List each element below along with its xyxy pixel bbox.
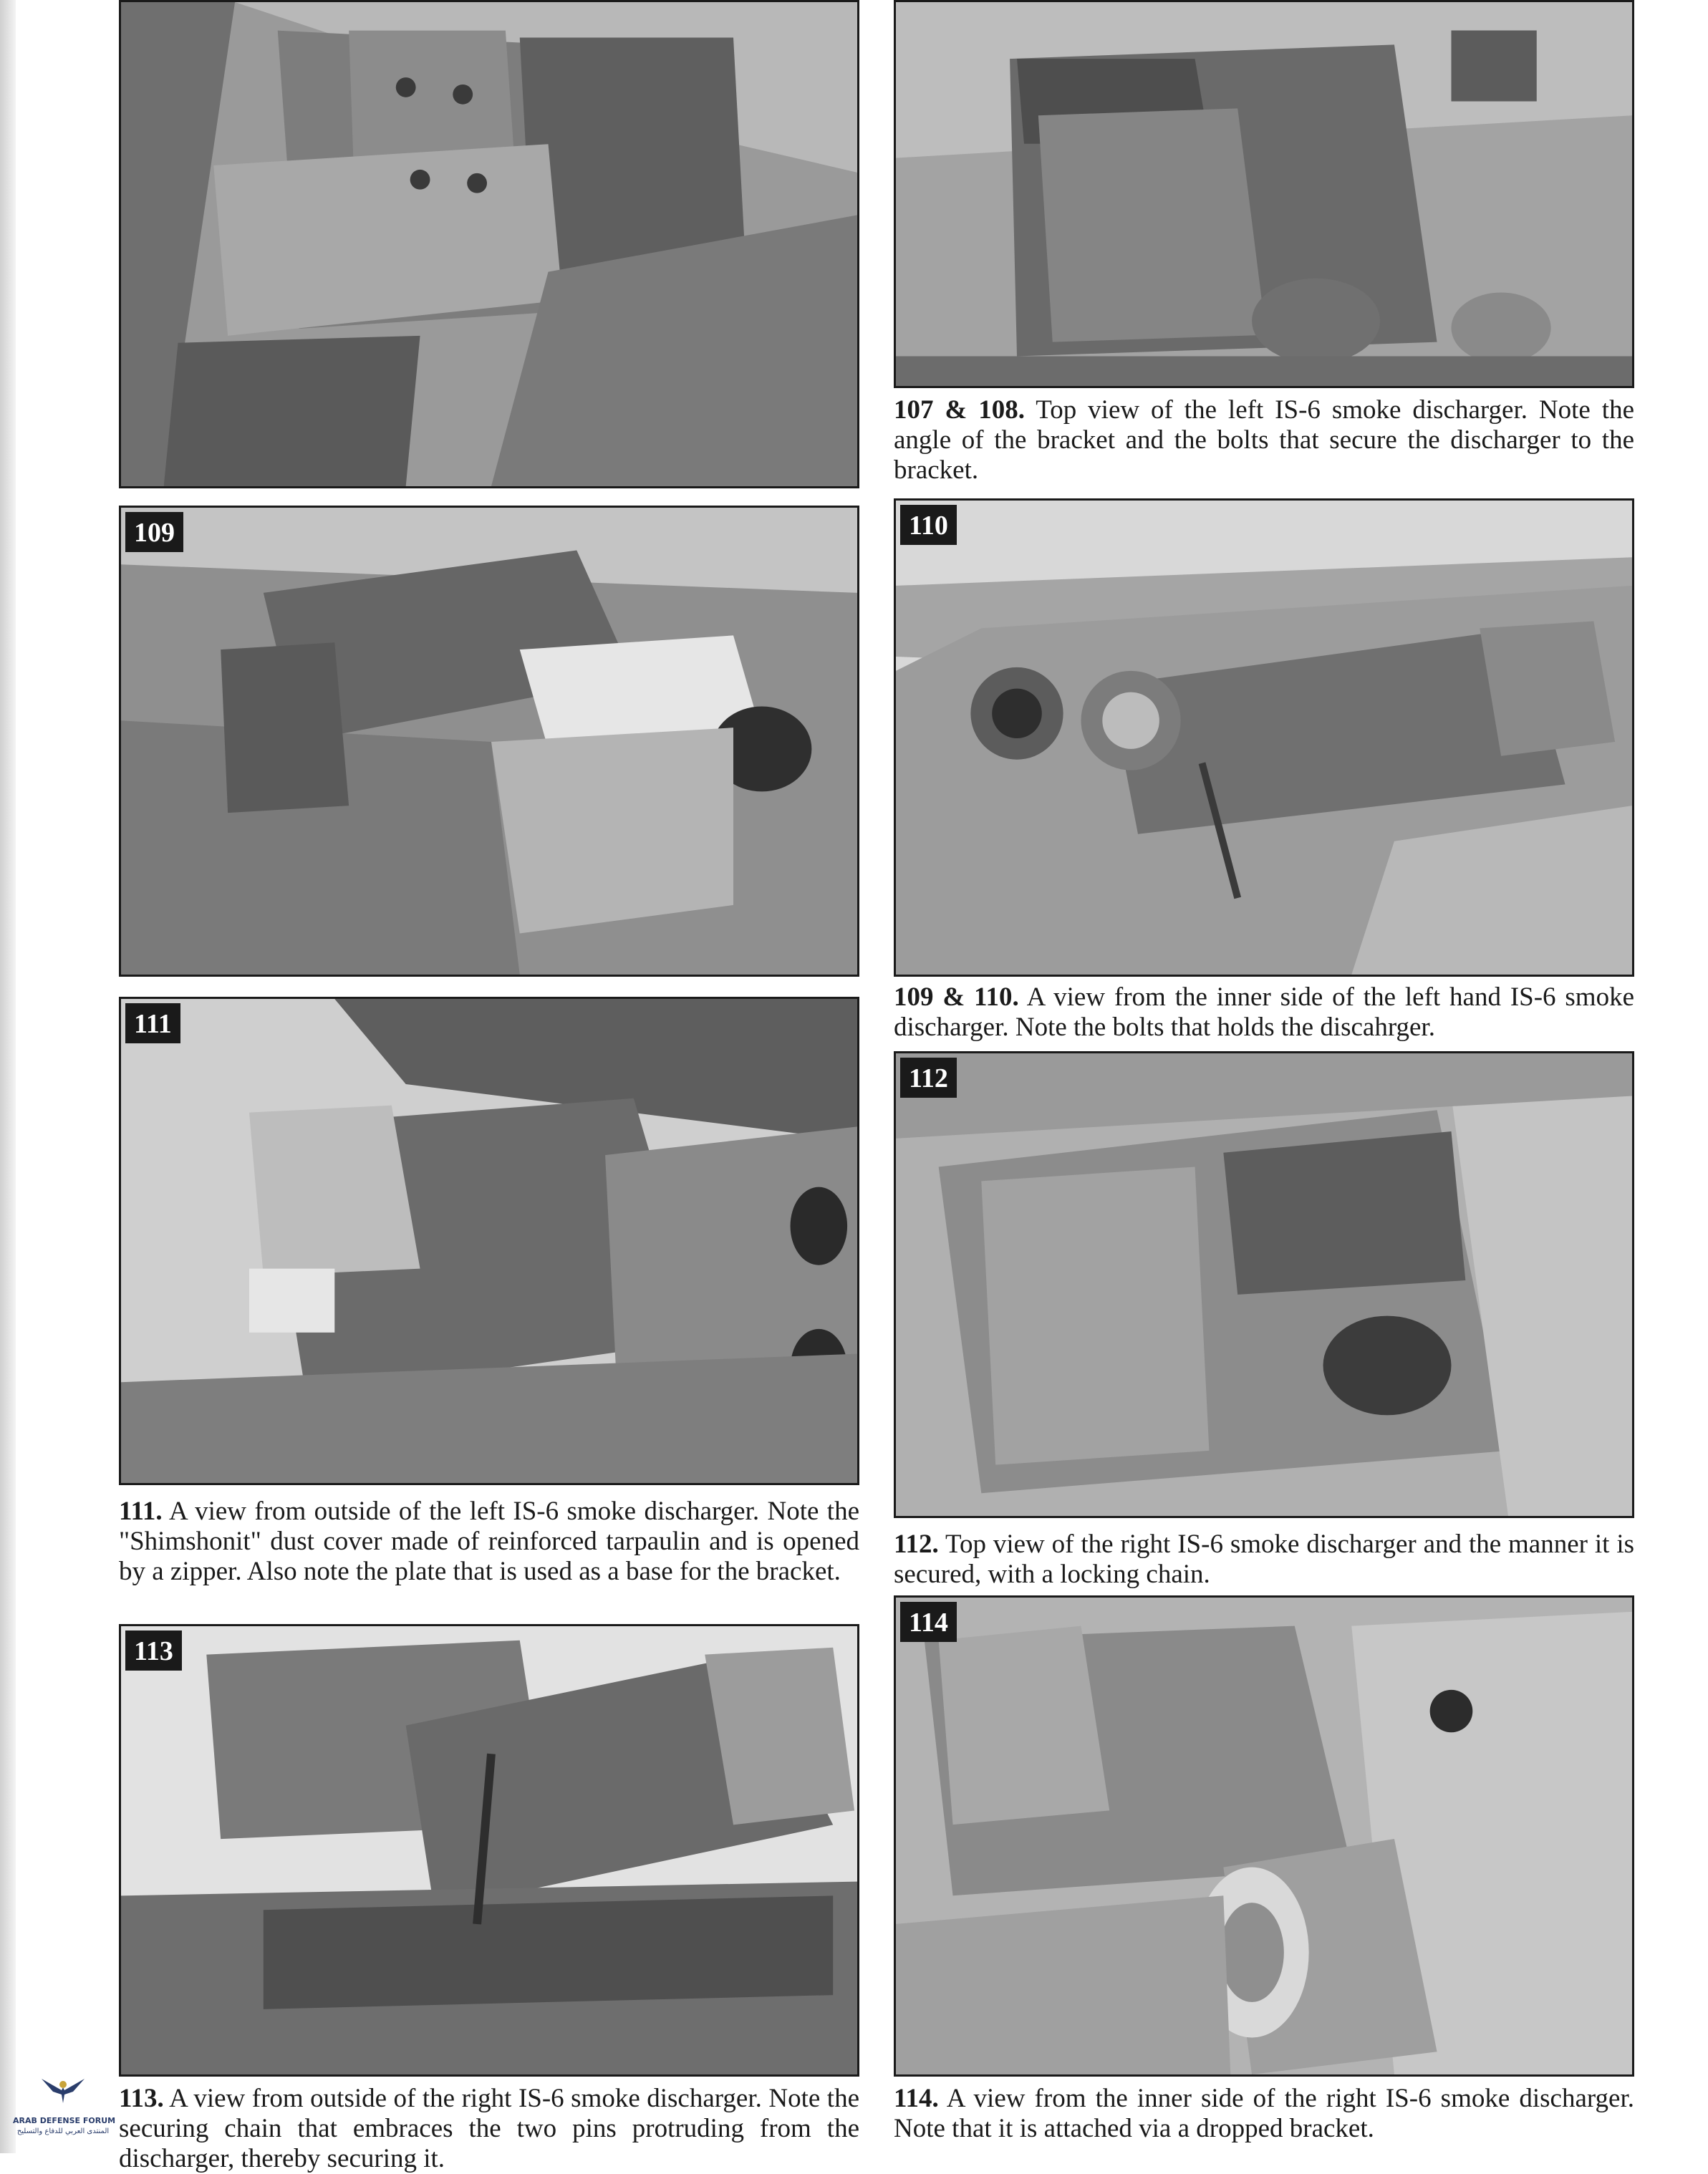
photo-110 [894, 498, 1634, 977]
caption-109-110 [894, 982, 1634, 1043]
photo-111-number-badge: 111 [125, 1003, 180, 1043]
photo-113-number-badge: 113 [125, 1630, 182, 1671]
caption-111-text: A view from outside of the left IS-6 smoke discharger. Note the "Shimshonit" dust cover made of reinforced tarpaulin and is opened by a zipper. Also note the plate that is used as a base for the bracket. [119, 1497, 859, 1586]
photo-108 [894, 0, 1634, 388]
watermark-title: ARAB DEFENSE FORUM [13, 2116, 116, 2125]
watermark-subtitle: المنتدى العربي للدفاع والتسليح [16, 2127, 110, 2135]
photo-109-number-badge: 109 [125, 512, 183, 552]
caption-107-108-number: 107 & 108. [894, 395, 1025, 425]
caption-107-108 [894, 395, 1634, 485]
caption-113-number: 113. [119, 2084, 164, 2113]
photo-114 [894, 1595, 1634, 2077]
photo-114-image [896, 1598, 1632, 2074]
photo-113 [119, 1624, 859, 2077]
caption-111 [119, 1497, 859, 1587]
caption-109-110-number: 109 & 110. [894, 982, 1019, 1012]
caption-112 [894, 1530, 1634, 1590]
caption-107-108-text: Top view of the left IS-6 smoke discharger. Note the angle of the bracket and the bolts that secure the discharger to the bracket. [894, 395, 1634, 485]
photo-110-number-badge: 110 [900, 505, 957, 545]
photo-112 [894, 1051, 1634, 1518]
photo-110-image [896, 501, 1632, 975]
caption-112-number: 112. [894, 1530, 939, 1559]
caption-114 [894, 2084, 1634, 2144]
photo-107-image [121, 2, 857, 486]
caption-113 [119, 2084, 859, 2174]
photo-109-image [121, 508, 857, 975]
photo-113-image [121, 1626, 857, 2074]
forum-watermark-logo [13, 2066, 116, 2150]
caption-109-110-text: A view from the inner side of the left hand IS-6 smoke discharger. Note the bolts that holds the discahrger. [894, 982, 1634, 1042]
caption-114-number: 114. [894, 2084, 939, 2113]
caption-112-text: Top view of the right IS-6 smoke discharger and the manner it is secured, with a locking chain. [894, 1530, 1634, 1589]
photo-112-number-badge: 112 [900, 1058, 957, 1098]
photo-109 [119, 506, 859, 977]
page-binding-edge [0, 0, 16, 2153]
caption-114-text: A view from the inner side of the right IS-6 smoke discharger. Note that it is attached via a dropped bracket. [894, 2084, 1634, 2143]
photo-107 [119, 0, 859, 488]
photo-108-image [896, 2, 1632, 386]
photo-111-image [121, 999, 857, 1483]
photo-114-number-badge: 114 [900, 1602, 957, 1642]
photo-111 [119, 997, 859, 1485]
caption-113-text: A view from outside of the right IS-6 smoke discharger. Note the securing chain that embraces the two pins protruding from the discharger, thereby securing it. [119, 2084, 859, 2173]
caption-111-number: 111. [119, 1497, 163, 1526]
photo-112-image [896, 1053, 1632, 1516]
eagle-emblem-icon [40, 2066, 86, 2112]
